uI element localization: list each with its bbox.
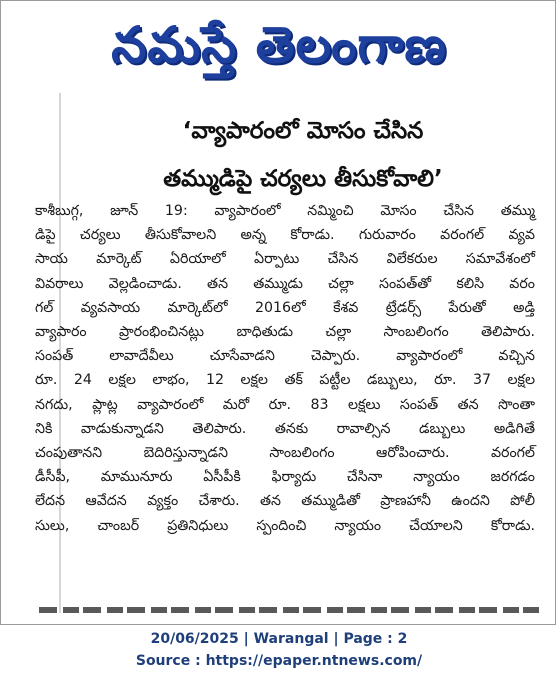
body-line: నగదు, ప్లాట్ల వ్యాపారంలో మరో రూ. 83 లక్షలు సంపత్ తన సొంతా <box>35 396 535 413</box>
body-line: డిపై చర్యలు తీసుకోవాలని అన్న కోరాడు. గురువారం వరంగల్ వ్యవ <box>35 227 535 244</box>
cropped-next-headline <box>39 601 539 615</box>
footer-source: Source : https://epaper.ntnews.com/ <box>135 653 423 669</box>
article-body <box>35 199 535 538</box>
newspaper-masthead <box>1 3 557 87</box>
body-line: చంపుతానని బెదిరిస్తున్నాడని సాంబలింగం ఆరోపించారు. వరంగల్ <box>35 445 535 462</box>
body-line: నికి వాడుకున్నాడని తెలిపారు. తనకు రావాల్సిన డబ్బులు అడిగితే <box>35 420 535 437</box>
body-line: డీసీపీ, మామునూరు ఏసీపీకి ఫిర్యాదు చేసినా న్యాయం జరగడం <box>35 469 535 486</box>
body-line: సంపత్ లావాదేవీలు చూసేవాడని చెప్పారు. వ్యాపారంలో వచ్చిన <box>35 348 535 365</box>
body-line: కాశీబుగ్గ, జూన్ 19: వ్యాపారంలో నమ్మించి మోసం చేసిన తమ్ము <box>35 203 535 219</box>
body-line: రూ. 24 లక్షల లాభం, 12 లక్షల తక్ పట్టీల డబ్బులు, రూ. 37 లక్షల <box>35 372 535 389</box>
article-headline <box>61 107 545 203</box>
headline-line: ‘వ్యాపారంలో మోసం చేసిన <box>182 118 424 144</box>
headline-line: తమ్ముడిపై చర్యలు తీసుకోవాలి’ <box>163 166 443 192</box>
body-line: సులు, చాంబర్ ప్రతినిధులు స్పందించి న్యాయం చేయాలని కోరాడు. <box>35 517 535 534</box>
body-line: గల్ వ్యవసాయ మార్కెట్‌లో 2016లో కేశవ ట్రేడర్స్ పేరుతో అడ్తి <box>35 299 535 316</box>
clipping-footer <box>0 628 558 672</box>
body-line: వివరాలు వెల్లడించాడు. తన తమ్ముడు చల్లా సంపత్‌తో కలిసి వరం <box>35 275 535 292</box>
body-line: సాయ మార్కెట్ ఏరియాలో ఏర్పాటు చేసిన విలేకరుల సమావేశంలో <box>35 251 535 268</box>
body-line: లేదన ఆవేదన వ్యక్తం చేశారు. తన తమ్ముడితో ప్రాణహానీ ఉందని పోలీ <box>35 493 535 510</box>
body-line: వ్యాపారం ప్రారంభించినట్లు బాధితుడు చల్లా సాంబలింగం తెలిపారు. <box>35 324 535 341</box>
footer-date-edition: 20/06/2025 | Warangal | Page : 2 <box>150 631 408 647</box>
masthead-title: నమస్తే తెలంగాణ <box>111 16 447 74</box>
